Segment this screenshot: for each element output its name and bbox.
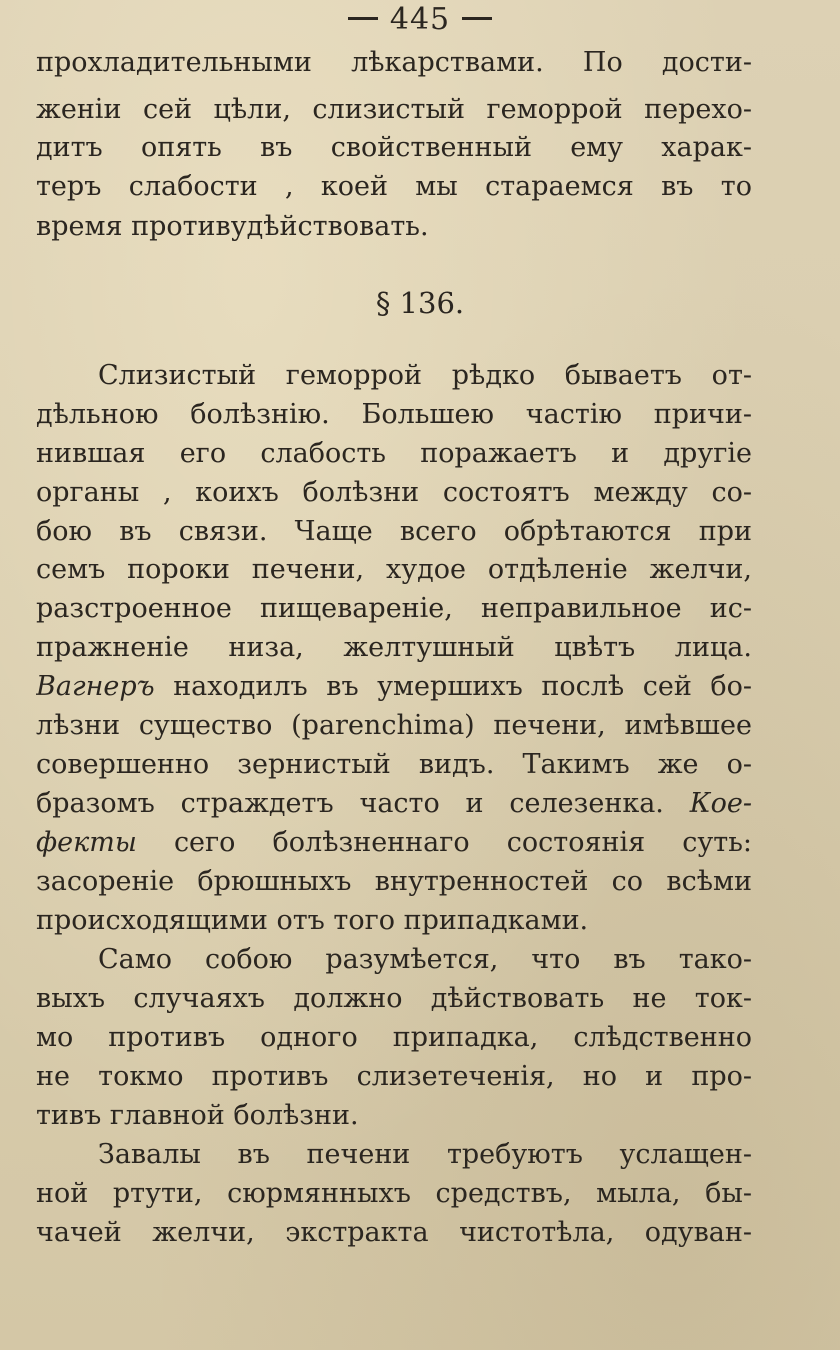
left-dash xyxy=(348,17,378,20)
text-line: мо противъ одного припадка, слѣдственно xyxy=(36,1022,752,1053)
text-line: семъ пороки печени, худое отдѣленіе желчи, xyxy=(36,554,752,585)
page-number-header xyxy=(0,2,840,37)
text-line: не токмо противъ слизетеченія, но и про- xyxy=(36,1061,752,1092)
text-line: прохладительными лѣкарствами. По дости- xyxy=(36,47,752,78)
right-dash xyxy=(462,17,492,20)
text-line: ной ртути, сюрмянныхъ средствъ, мыла, бы- xyxy=(36,1178,752,1209)
text-line: бою въ связи. Чаще всего обрѣтаются при xyxy=(36,516,752,547)
text-line: лѣзни существо (parenchima) печени, имѣвшее xyxy=(36,710,752,741)
text-line xyxy=(36,667,752,707)
page-number: 445 xyxy=(389,2,451,37)
text-line: женіи сей цѣли, слизистый геморрой перехо- xyxy=(36,94,752,125)
text-line: время противудѣйствовать. xyxy=(36,211,429,242)
text-line: выхъ случаяхъ должно дѣйствовать не ток- xyxy=(36,983,752,1014)
text-line: тивъ главной болѣзни. xyxy=(36,1100,359,1131)
text-line: засореніе брюшныхъ внутренностей со всѣми xyxy=(36,866,752,897)
text-line: пражненіе низа, желтушный цвѣтъ лица. xyxy=(36,632,752,663)
text-run: сего болѣзненнаго состоянія суть: xyxy=(173,827,752,858)
text-line: Само собою разумѣется, что въ тако- xyxy=(98,944,752,975)
text-run: находилъ въ умершихъ послѣ сей бо- xyxy=(173,671,752,702)
text-line: чачей желчи, экстракта чистотѣла, одуван- xyxy=(36,1217,752,1248)
text-run: бразомъ страждетъ часто и селезенка. xyxy=(36,788,664,819)
text-line xyxy=(36,823,752,863)
text-line: нившая его слабость поражаетъ и другіе xyxy=(36,438,752,469)
text-line: дитъ опять въ свойственный ему харак- xyxy=(36,132,752,163)
text-line: органы , коихъ болѣзни состоятъ между со- xyxy=(36,477,752,508)
section-heading: § 136. xyxy=(375,286,465,320)
text-line: совершенно зернистый видъ. Такимъ же о- xyxy=(36,749,752,780)
text-line: дѣльною болѣзнію. Большею частію причи- xyxy=(36,399,752,430)
text-line: Слизистый геморрой рѣдко бываетъ от- xyxy=(98,360,752,391)
text-line: разстроенное пищевареніе, неправильное ис- xyxy=(36,593,752,624)
author-name: Вагнеръ xyxy=(36,671,155,702)
text-line: происходящими отъ того припадками. xyxy=(36,905,589,936)
text-line: теръ слабости , коей мы стараемся въ то xyxy=(36,171,752,202)
italic-term: фекты xyxy=(36,827,137,858)
text-line xyxy=(36,784,752,824)
text-line: Завалы въ печени требуютъ услащен- xyxy=(98,1139,752,1170)
italic-term: Кое- xyxy=(689,788,752,819)
